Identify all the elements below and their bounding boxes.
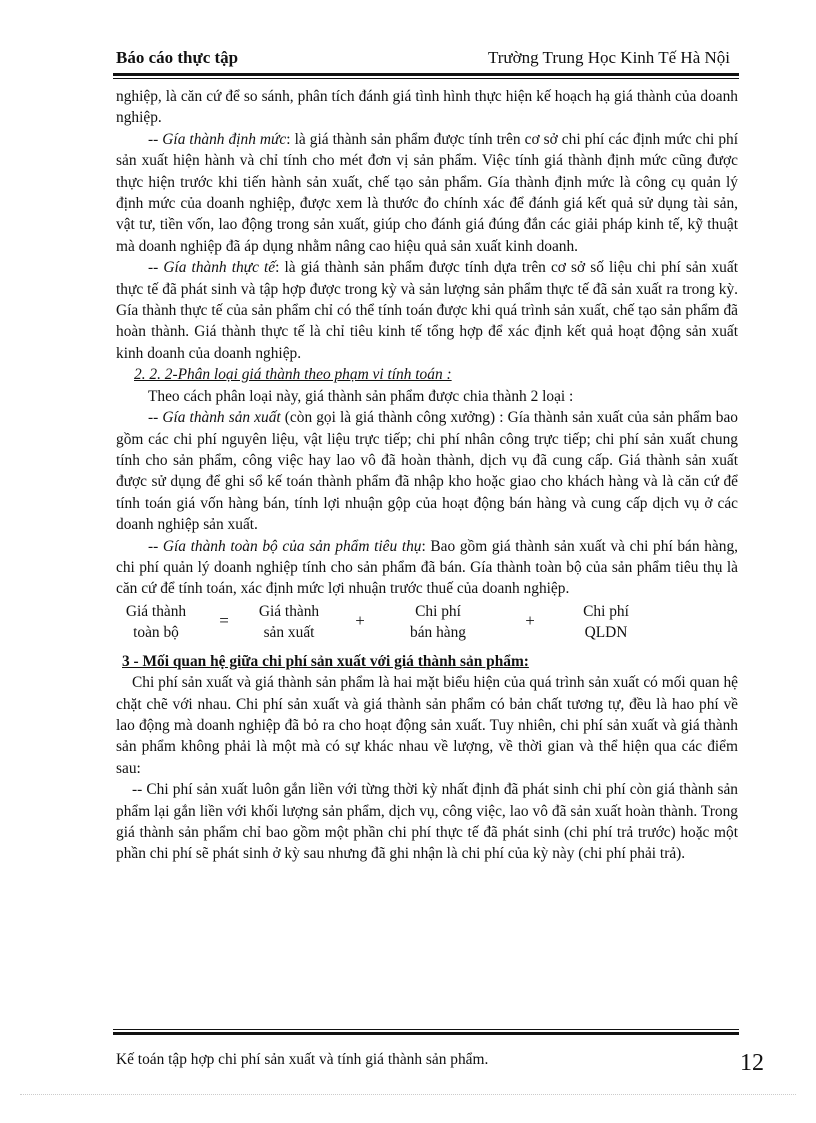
dash-prefix: -- <box>148 537 163 555</box>
paragraph <box>116 536 738 600</box>
header-rule-thick <box>113 73 739 76</box>
page-number: 12 <box>740 1050 764 1076</box>
cost-formula <box>116 601 738 645</box>
term-label: Gía thành định mức <box>162 130 287 148</box>
paragraph: -- Chi phí sản xuất luôn gắn liền với từng thời kỳ nhất định đã phát sinh chi phí còn giá thành sản phẩm lại gắn liền với khối lượng sản phẩm, dịch vụ, công việc, lao vô đã sản xuất hoàn thành. Trong giá thành sản phẩm chỉ bao gồm một phần chi phí thực tế đã phát sinh (chi phí trả trước) hoặc một phần chi phí sẽ phát sinh ở kỳ sau nhưng đã ghi nhận là chi phí của kỳ này (chi phí phải trả). <box>116 781 738 863</box>
paragraph <box>116 257 738 364</box>
section-heading: 3 - Mối quan hệ giữa chi phí sản xuất với giá thành sản phẩm: <box>122 652 529 670</box>
paragraph-text: : là giá thành sản phẩm được tính trên cơ sở chi phí các định mức chi phí sản xuất hiện hành và chỉ tính cho mét đơn vị sản phẩm. Việc tính giá thành định mức cũng được thực hiện trước khi tiến hành sản xuất, chế tạo sản phẩm. Gía thành định mức là công cụ quản lý định mức của doanh nghiệp, được xem là thước đo chính xác để đánh giá kết quả sử dụng tài sản, vật tư, tiền vốn, lao động trong sản xuất, giúp cho đánh giá đúng đắn các giải pháp kinh tế, kỹ thuật mà doanh nghiệp đã áp dụng nhằm nâng cao hiệu quả sản xuất kinh doanh. <box>116 130 738 255</box>
paragraph-text: : là giá thành sản phẩm được tính dựa trên cơ sở số liệu chi phí sản xuất thực tế đã phát sinh và tập hợp được trong kỳ và sản lượng sản phẩm thực tế đã sản xuất ra trong kỳ. Gía thành thực tế của sản phẩm chỉ có thể tính toán được khi quá trình sản xuất, chế tạo sản phẩm đã hoàn thành. Giá thành thực tế là chỉ tiêu kinh tế tổng hợp để xác định kết quả hoạt động sản xuất kinh doanh của doanh nghiệp. <box>116 259 738 362</box>
dash-prefix: -- <box>148 409 163 427</box>
formula-term-1-line2: toàn bộ <box>133 623 179 641</box>
header-rule-thin <box>113 78 739 79</box>
footer-rule-thick <box>113 1032 739 1035</box>
paragraph-text: : Bao gồm giá thành sản xuất và chi phí bán hàng, chi phí quản lý doanh nghiệp tính cho sản phẩm đã bán. Gía thành toàn bộ của sản phẩm tiêu thụ là căn cứ để tính toán, xác định mức lợi nhuận trước thuế của doanh nghiệp. <box>116 537 738 598</box>
paragraph <box>116 407 738 535</box>
term-label: Gía thành toàn bộ của sản phẩm tiêu thụ <box>162 537 422 555</box>
formula-term-3-line2: bán hàng <box>410 623 466 641</box>
dash-prefix: -- <box>148 130 163 148</box>
formula-term-2-line2: sản xuất <box>263 623 315 641</box>
page-footer-text: Kế toán tập hợp chi phí sản xuất và tính giá thành sản phẩm. <box>116 1051 489 1068</box>
formula-term-4-line1: Chi phí <box>583 602 629 620</box>
term-label: Gía thành thực tế <box>163 259 276 277</box>
footer-rule-thin <box>113 1029 739 1030</box>
subheading: 2. 2. 2-Phân loại giá thành theo phạm vi tính toán : <box>134 366 452 384</box>
paragraph: nghiệp, là căn cứ để so sánh, phân tích đánh giá tình hình thực hiện kế hoạch hạ giá thành của doanh nghiệp. <box>116 88 738 127</box>
header-school-name: Trường Trung Học Kinh Tế Hà Nội <box>487 48 730 67</box>
formula-plus-1: + <box>355 610 365 630</box>
dash-prefix: -- <box>148 259 164 277</box>
paragraph: Theo cách phân loại này, giá thành sản phẩm được chia thành 2 loại : <box>148 387 574 405</box>
formula-equals: = <box>219 610 229 630</box>
formula-term-2-line1: Giá thành <box>258 602 320 620</box>
formula-term-1-line1: Giá thành <box>125 602 187 620</box>
formula-term-4-line2: QLDN <box>584 623 628 641</box>
page-bottom-dotted-line <box>20 1094 796 1095</box>
term-label: Gía thành sản xuất <box>162 409 281 427</box>
body-text <box>116 86 738 865</box>
header-left-title: Báo cáo thực tập <box>116 48 239 67</box>
paragraph <box>116 129 738 257</box>
formula-plus-2: + <box>525 610 535 630</box>
formula-term-3-line1: Chi phí <box>415 602 461 620</box>
paragraph: Chi phí sản xuất và giá thành sản phẩm là hai mặt biểu hiện của quá trình sản xuất có mối quan hệ chặt chẽ với nhau. Chi phí sản xuất và giá thành sản phẩm có bản chất tương tự, đều là hao phí về lao động mà doanh nghiệp đã bỏ ra cho hoạt động sản xuất. Tuy nhiên, chi phí sản xuất và giá thành sản phẩm không phải là một mà có sự khác nhau về lượng, về thời gian và thể hiện qua các điểm sau: <box>116 674 738 777</box>
page-header <box>116 48 738 72</box>
paragraph-text: (còn gọi là giá thành công xưởng) : Gía thành sản xuất của sản phẩm bao gồm các chi phí nguyên liệu, vật liệu trực tiếp; chi phí nhân công trực tiếp; chi phí sản xuất chung tính cho sản phẩm, công việc hay lao vô đã hoàn thành, dịch vụ đã cung cấp. Giá thành sản xuất được sử dụng để ghi sổ kế toán thành phẩm đã nhập kho hoặc giao cho khách hàng và là căn cứ để tính toán giá vốn hàng bán, tính lợi nhuận gộp của hoạt động bán hàng và cung cấp dịch vụ ở các doanh nghiệp sản xuất. <box>116 409 738 534</box>
